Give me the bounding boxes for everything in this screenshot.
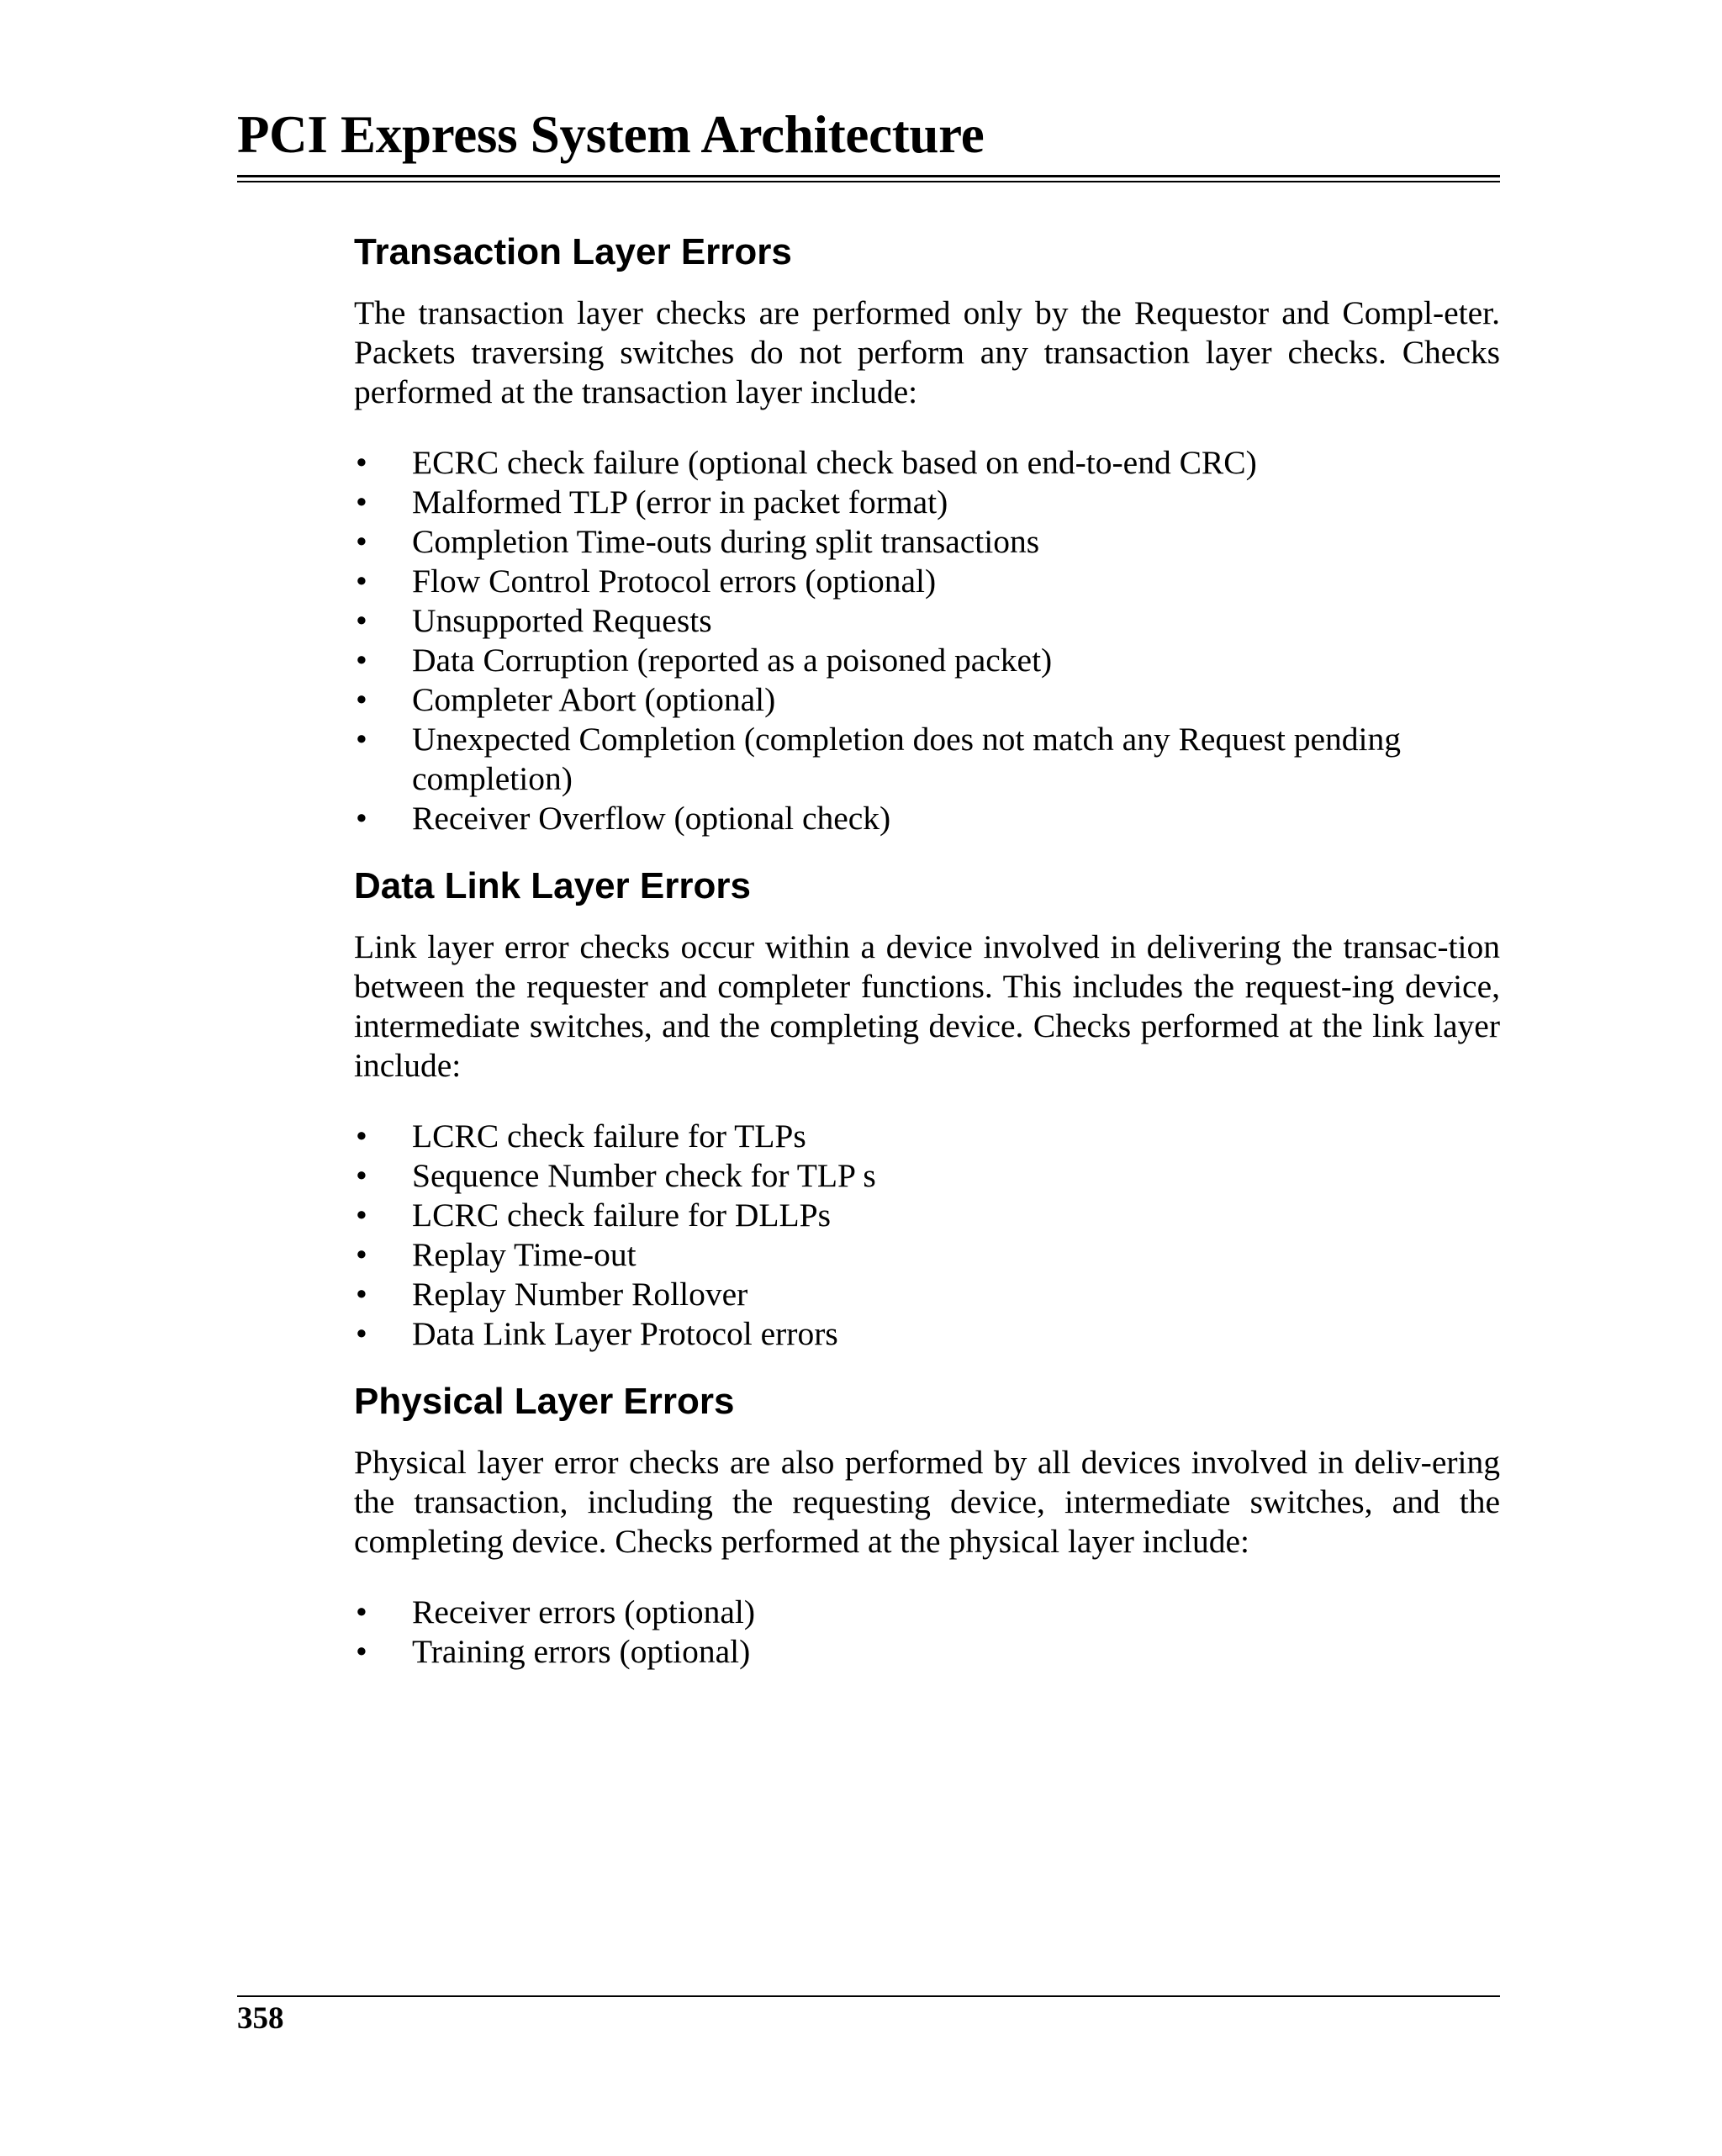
list-item-text: LCRC check failure for TLPs [412, 1118, 806, 1155]
bullet-icon: • [356, 1236, 367, 1273]
list-item [354, 522, 1500, 562]
bullet-icon: • [356, 444, 367, 481]
section-heading: Data Link Layer Errors [354, 865, 751, 906]
list-item [354, 1632, 1500, 1672]
list-item [354, 443, 1500, 483]
list-item [354, 641, 1500, 680]
book-title: PCI Express System Architecture [237, 105, 985, 164]
list-item-text: Replay Time-out [412, 1236, 637, 1273]
list-item-text: Training errors (optional) [412, 1633, 751, 1670]
section-heading: Transaction Layer Errors [354, 231, 792, 272]
list-item [354, 1275, 1500, 1314]
footer-rule [237, 1995, 1500, 1997]
bullet-icon: • [356, 1593, 367, 1630]
bullet-icon: • [356, 681, 367, 718]
bullet-icon: • [356, 800, 367, 837]
bullet-icon: • [356, 1633, 367, 1670]
list-item [354, 1156, 1500, 1196]
bullet-icon: • [356, 602, 367, 639]
list-item [354, 720, 1500, 799]
list-item [354, 1235, 1500, 1275]
list-item-text: Unsupported Requests [412, 602, 712, 639]
page-header [237, 103, 1500, 182]
list-item [354, 562, 1500, 601]
section-heading: Physical Layer Errors [354, 1381, 735, 1422]
list-item-text: Completion Time-outs during split transactions [412, 523, 1040, 560]
list-item-text: Malformed TLP (error in packet format) [412, 484, 948, 521]
bullet-list [354, 1086, 1500, 1366]
section-paragraph: Link layer error checks occur within a device involved in delivering the transac-tion between the requester and completer functions. This includes the request-ing device, intermediate switches, and the completing device. Checks performed at the link layer include: [354, 928, 1500, 1084]
list-item [354, 799, 1500, 838]
list-item-text: Sequence Number check for TLP s [412, 1157, 876, 1194]
list-item-text: ECRC check failure (optional check based on end-to-end CRC) [412, 444, 1257, 481]
list-item-text: Flow Control Protocol errors (optional) [412, 563, 937, 600]
header-rule-thick [237, 175, 1500, 177]
section-transaction-layer-errors [354, 217, 1500, 851]
bullet-icon: • [356, 721, 367, 758]
section-data-link-layer-errors [354, 851, 1500, 1366]
list-item-text: Receiver errors (optional) [412, 1593, 755, 1630]
list-item-text: Data Link Layer Protocol errors [412, 1315, 838, 1352]
list-item [354, 601, 1500, 641]
list-item [354, 680, 1500, 720]
bullet-icon: • [356, 523, 367, 560]
bullet-icon: • [356, 1157, 367, 1194]
page-footer [237, 1995, 1500, 2037]
list-item [354, 1593, 1500, 1632]
list-item-text: LCRC check failure for DLLPs [412, 1197, 832, 1234]
list-item [354, 1196, 1500, 1235]
list-item-text: Receiver Overflow (optional check) [412, 800, 891, 837]
bullet-icon: • [356, 563, 367, 600]
section-paragraph: Physical layer error checks are also performed by all devices involved in deliv-ering the transaction, including the requesting device, intermediate switches, and the completing device. Checks performed at the physical layer include: [354, 1444, 1500, 1560]
list-item [354, 1117, 1500, 1156]
bullet-icon: • [356, 484, 367, 521]
list-item-text: Unexpected Completion (completion does not match any Request pending completion) [412, 721, 1401, 797]
bullet-icon: • [356, 1276, 367, 1313]
page-number: 358 [237, 2001, 284, 2036]
list-item-text: Data Corruption (reported as a poisoned packet) [412, 642, 1053, 679]
page-content [354, 217, 1500, 1684]
list-item [354, 1314, 1500, 1354]
list-item-text: Completer Abort (optional) [412, 681, 776, 718]
bullet-list [354, 1562, 1500, 1684]
section-physical-layer-errors [354, 1366, 1500, 1684]
bullet-icon: • [356, 1197, 367, 1234]
bullet-list [354, 412, 1500, 851]
bullet-icon: • [356, 1118, 367, 1155]
section-paragraph: The transaction layer checks are performed only by the Requestor and Compl-eter. Packets traversing switches do not perform any transaction layer checks. Checks performed at the transaction layer include: [354, 294, 1500, 410]
list-item [354, 483, 1500, 522]
header-rule-thin [237, 181, 1500, 182]
bullet-icon: • [356, 642, 367, 679]
list-item-text: Replay Number Rollover [412, 1276, 748, 1313]
bullet-icon: • [356, 1315, 367, 1352]
